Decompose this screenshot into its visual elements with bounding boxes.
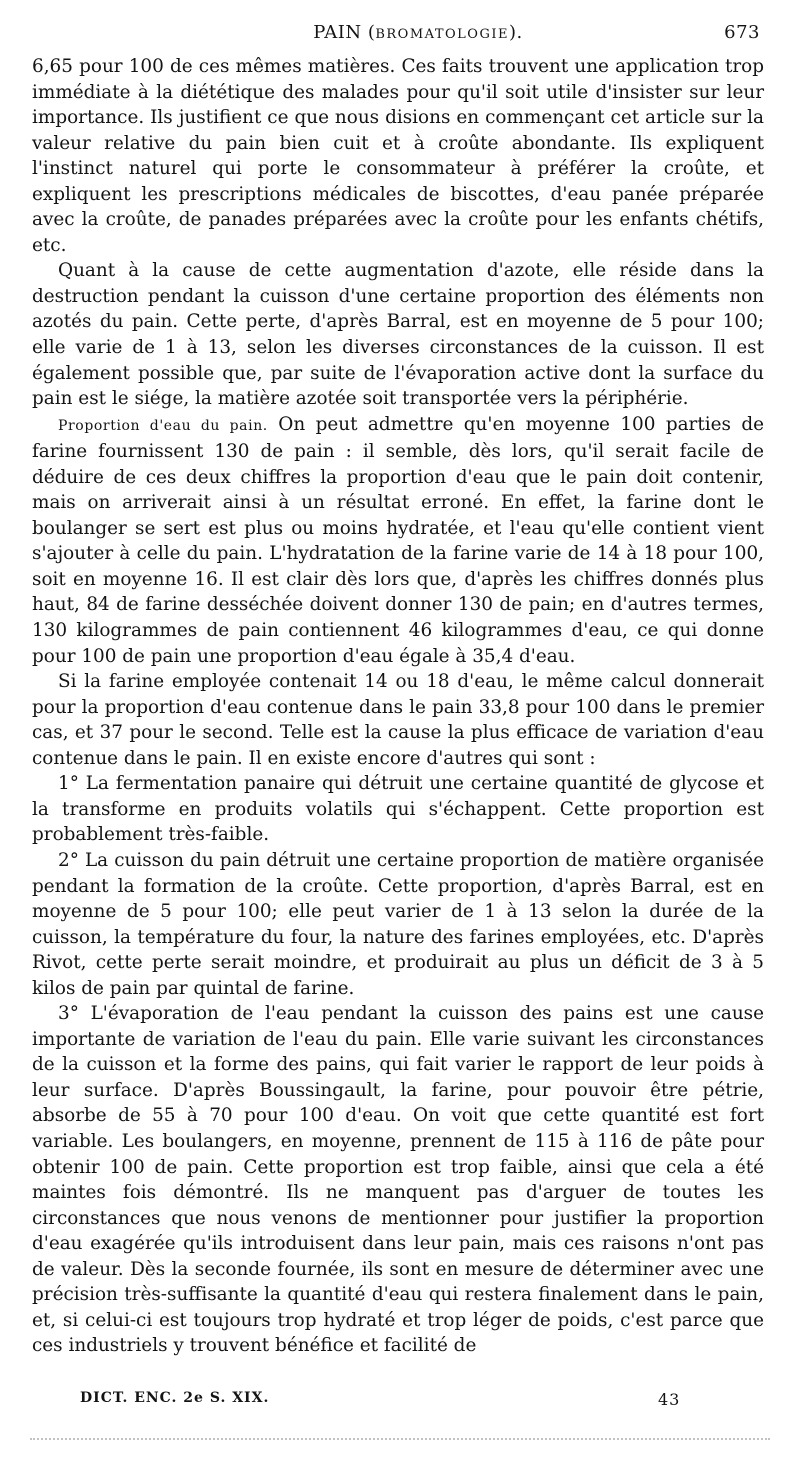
article-body <box>32 54 764 1359</box>
page-number: 673 <box>724 22 760 43</box>
running-title-main: PAIN ( <box>313 22 376 43</box>
sheet-number: 43 <box>658 1390 681 1409</box>
paragraph-2: Quant à la cause de cette augmentation d'azote, elle réside dans la destruction pendant la cuisson d'une certaine proportion des éléments non azotés du pain. Cette perte, d'après Barral, est en moyenne de 5 pour 100; elle varie de 1 à 13, selon les diverses circonstances de la cuisson. Il est également possible que, par suite de l'évaporation active dont la surface du pain est le siége, la matière azotée soit transportée vers la périphérie. <box>32 260 764 410</box>
section-heading: Proportion d'eau du pain. <box>58 417 268 434</box>
running-head <box>32 22 764 54</box>
paragraph-1: 6,65 pour 100 de ces mêmes matières. Ces faits trouvent une application trop immédiate à la diététique des malades pour qu'il soit utile d'insister sur leur importance. Ils justifient ce que nous disions en commençant cet article sur la valeur relative du pain bien cuit et à croûte abondante. Ils expliquent l'instinct naturel qui porte le consommateur à préférer la croûte, et expliquent les prescriptions médicales de biscottes, d'eau panée préparée avec la croûte, de panades préparées avec la croûte pour les enfants chétifs, etc. <box>32 56 764 256</box>
running-title <box>273 22 522 43</box>
paragraph-6: 2° La cuisson du pain détruit une certaine proportion de matière organisée pendant la formation de la croûte. Cette proportion, d'après Barral, est en moyenne de 5 pour 100; elle peut varier de 1 à 13 selon la durée de la cuisson, la température du four, la nature des farines employées, etc. D'après Rivot, cette perte serait moindre, et produirait au plus un déficit de 3 à 5 kilos de pain par quintal de farine. <box>32 849 764 999</box>
paragraph-4: Si la farine employée contenait 14 ou 18 d'eau, le même calcul donnerait pour la proportion d'eau contenue dans le pain 33,8 pour 100 dans le premier cas, et 37 pour le second. Telle est la cause la plus efficace de variation d'eau contenue dans le pain. Il en existe encore d'autres qui sont : <box>32 671 764 769</box>
paragraph-7: 3° L'évaporation de l'eau pendant la cuisson des pains est une cause importante de variation de l'eau du pain. Elle varie suivant les circonstances de la cuisson et la forme des pains, qui fait varier le rapport de leur poids à leur surface. D'après Boussingault, la farine, pour pouvoir être pétrie, absorbe de 55 à 70 pour 100 d'eau. On voit que cette quantité est fort variable. Les boulangers, en moyenne, prennent de 115 à 116 de pâte pour obtenir 100 de pain. Cette proportion est trop faible, ainsi que cela a été maintes fois démontré. Ils ne manquent pas d'arguer de toutes les circonstances que nous venons de mentionner pour justifier la proportion d'eau exagérée qu'ils introduisent dans leur pain, mais ces raisons n'ont pas de valeur. Dès la seconde fournée, ils sont en mesure de déterminer avec une précision très-suffisante la quantité d'eau qui restera finalement dans le pain, et, si celui-ci est toujours trop hydraté et trop léger de poids, c'est parce que ces industriels y trouvent bénéfice et facilité de <box>32 1003 764 1357</box>
bleed-through-line <box>30 1438 770 1442</box>
paragraph-5: 1° La fermentation panaire qui détruit une certaine quantité de glycose et la transforme en produits volatils qui s'échappent. Cette proportion est probablement très-faible. <box>32 773 764 846</box>
paragraph-3-text: On peut admettre qu'en moyenne 100 parties de farine fournissent 130 de pain : il semble, dès lors, qu'il serait facile de déduire de ces deux chiffres la proportion d'eau que le pain doit contenir, mais on arriverait ainsi à un résultat erroné. En effet, la farine dont le boulanger se sert est plus ou moins hydratée, et l'eau qu'elle contient vient s'ajouter à celle du pain. L'hydratation de la farine varie de 14 à 18 pour 100, soit en moyenne 16. Il est clair dès lors que, d'après les chiffres donnés plus haut, 84 de farine desséchée doivent donner 130 de pain; en d'autres termes, 130 kilogrammes de pain contiennent 46 kilogrammes d'eau, ce qui donne pour 100 de pain une proportion d'eau égale à 35,4 d'eau. <box>32 413 764 667</box>
signature-mark: DICT. ENC. 2e S. XIX. <box>80 1390 270 1406</box>
running-title-smallcaps: BROMATOLOGIE <box>375 27 509 42</box>
running-title-end: ). <box>508 22 523 43</box>
page <box>32 22 764 1359</box>
page-footer <box>80 1390 700 1414</box>
paragraph-3 <box>32 412 764 669</box>
